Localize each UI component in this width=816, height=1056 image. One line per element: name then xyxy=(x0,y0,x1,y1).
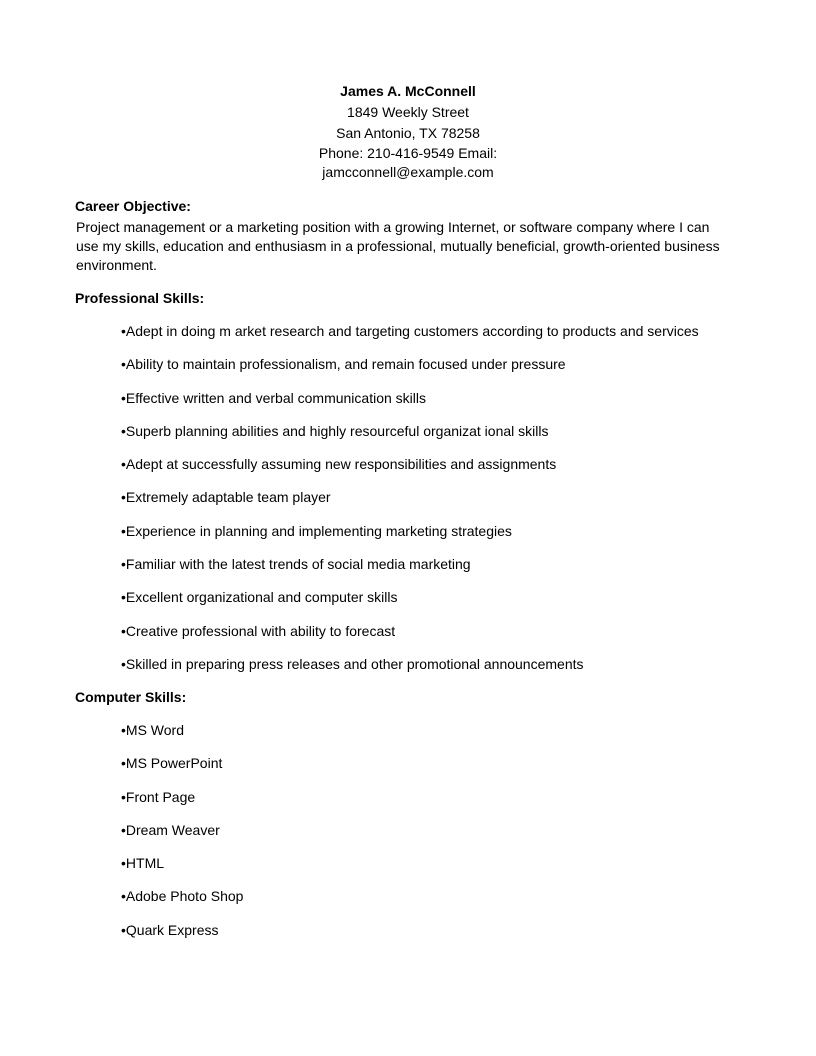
list-item: •Extremely adaptable team player xyxy=(121,489,331,506)
list-item: •Creative professional with ability to forecast xyxy=(121,622,396,639)
resume-header xyxy=(0,81,816,182)
career-objective-heading: Career Objective: xyxy=(75,198,191,214)
list-item: •Skilled in preparing press releases and other promotional announcements xyxy=(121,655,584,672)
list-item: •MS Word xyxy=(121,722,184,738)
list-item: •Adept at successfully assuming new responsibilities and assignments xyxy=(121,456,557,473)
professional-skills-heading: Professional Skills: xyxy=(75,290,205,306)
candidate-name: James A. McConnell xyxy=(340,83,476,99)
computer-skills-heading: Computer Skills: xyxy=(75,689,187,705)
list-item: •Adobe Photo Shop xyxy=(121,888,244,905)
list-item: •Quark Express xyxy=(121,921,219,938)
list-item: •HTML xyxy=(121,855,165,872)
list-item: •Ability to maintain professionalism, and remain focused under pressure xyxy=(121,356,566,373)
street-address: 1849 Weekly Street xyxy=(347,104,469,120)
list-item: •MS PowerPoint xyxy=(121,755,223,772)
list-item: •Front Page xyxy=(121,788,196,805)
list-item: •Familiar with the latest trends of social media marketing xyxy=(121,556,471,573)
professional-skills-list xyxy=(121,321,699,687)
list-item: •Dream Weaver xyxy=(121,821,220,838)
list-item: •Adept in doing m arket research and targeting customers according to products and services xyxy=(121,323,699,339)
phone-line: Phone: 210-416-9549 Email: xyxy=(318,145,498,161)
list-item: •Superb planning abilities and highly resourceful organizat ional skills xyxy=(121,422,549,439)
city-address: San Antonio, TX 78258 xyxy=(336,125,480,141)
email-address: jamcconnell@example.com xyxy=(322,164,494,180)
career-objective-text: Project management or a marketing position with a growing Internet, or software company where I can use my skills, education and enthusiasm in a professional, mutually beneficial, growth-oriented business environment. xyxy=(76,219,720,273)
list-item: •Excellent organizational and computer skills xyxy=(121,589,398,606)
computer-skills-list xyxy=(121,720,243,953)
list-item: •Experience in planning and implementing marketing strategies xyxy=(121,522,512,539)
list-item: •Effective written and verbal communication skills xyxy=(121,389,426,406)
